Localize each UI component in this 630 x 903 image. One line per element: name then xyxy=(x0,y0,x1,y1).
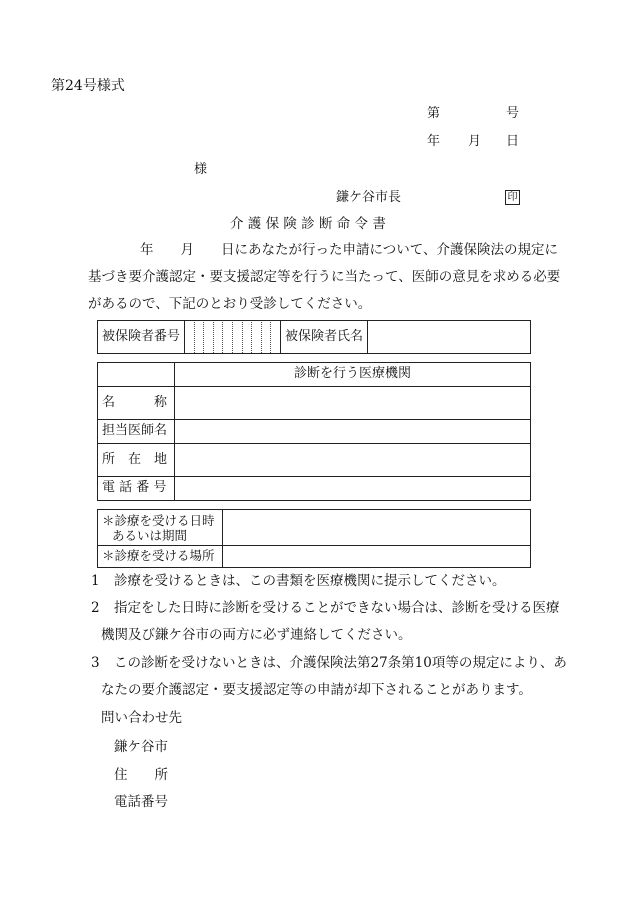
note-1-line-1: 診療を受けるときは、この書類を医療機関に提示してください。 xyxy=(114,573,506,589)
seal-mark: 印 xyxy=(505,190,520,205)
institution-address-field[interactable] xyxy=(175,444,531,477)
institution-phone-label: 電 話 番 号 xyxy=(98,477,175,501)
institution-header: 診断を行う医療機関 xyxy=(175,363,531,387)
date-year: 年 xyxy=(427,134,441,149)
date-day: 日 xyxy=(506,134,520,149)
visit-place-label: ＊診療を受ける場所 xyxy=(98,546,223,568)
insured-number-field[interactable] xyxy=(185,321,281,354)
institution-header-blank xyxy=(98,363,175,387)
contact-phone-label: 電話番号 xyxy=(114,794,168,810)
visit-place-field[interactable] xyxy=(223,546,531,568)
intro-line-2: 基づき要介護認定・要支援認定等を行うに当たって、医師の意見を求める必要 xyxy=(88,269,561,285)
institution-table xyxy=(97,362,531,501)
institution-address-label: 所 在 地 xyxy=(98,444,175,477)
visit-datetime-label-1: ＊診療を受ける日時 xyxy=(102,512,215,528)
insured-name-field[interactable] xyxy=(368,321,531,354)
doc-number-go: 号 xyxy=(506,106,520,121)
intro-line-1: 年 月 日にあなたが行った申請について、介護保険法の規定に xyxy=(140,242,558,258)
doctor-name-field[interactable] xyxy=(175,420,531,444)
note-2-line-2: 機関及び鎌ケ谷市の両方に必ず連絡してください。 xyxy=(101,627,412,643)
note-3-line-2: なたの要介護認定・要支援認定等の申請が却下されることがあります。 xyxy=(101,682,532,698)
insured-table xyxy=(97,320,531,354)
institution-name-field[interactable] xyxy=(175,387,531,420)
note-1-num: 1 xyxy=(91,573,100,589)
intro-line-3: があるので、下記のとおり受診してください。 xyxy=(88,296,372,312)
form-number: 第24号様式 xyxy=(51,78,125,94)
note-3-num: 3 xyxy=(91,655,100,671)
doc-number-dai: 第 xyxy=(427,106,441,121)
visit-table xyxy=(97,509,531,568)
doctor-name-label: 担当医師名 xyxy=(98,420,175,444)
insured-number-label: 被保険者番号 xyxy=(98,321,185,354)
insured-name-label: 被保険者氏名 xyxy=(281,321,368,354)
visit-datetime-field[interactable] xyxy=(223,510,531,546)
note-2-num: 2 xyxy=(91,600,100,616)
contact-heading: 問い合わせ先 xyxy=(101,710,182,726)
seal-box xyxy=(505,190,520,205)
contact-city: 鎌ケ谷市 xyxy=(114,739,168,755)
visit-datetime-label xyxy=(98,510,223,546)
note-2-line-1: 指定をした日時に診断を受けることができない場合は、診断を受ける医療 xyxy=(114,600,560,616)
visit-datetime-label-2: あるいは期間 xyxy=(112,527,188,543)
note-3-line-1: この診断を受けないときは、介護保険法第27条第10項等の規定により、あ xyxy=(114,655,567,671)
date-month: 月 xyxy=(468,134,482,149)
document-title: 介 護 保 険 診 断 命 令 書 xyxy=(230,216,386,232)
addressee-suffix: 様 xyxy=(194,162,208,177)
institution-name-label: 名 称 xyxy=(98,387,175,420)
contact-address-label: 住 所 xyxy=(114,767,168,783)
institution-phone-field[interactable] xyxy=(175,477,531,501)
issuer-name: 鎌ケ谷市長 xyxy=(336,190,402,205)
